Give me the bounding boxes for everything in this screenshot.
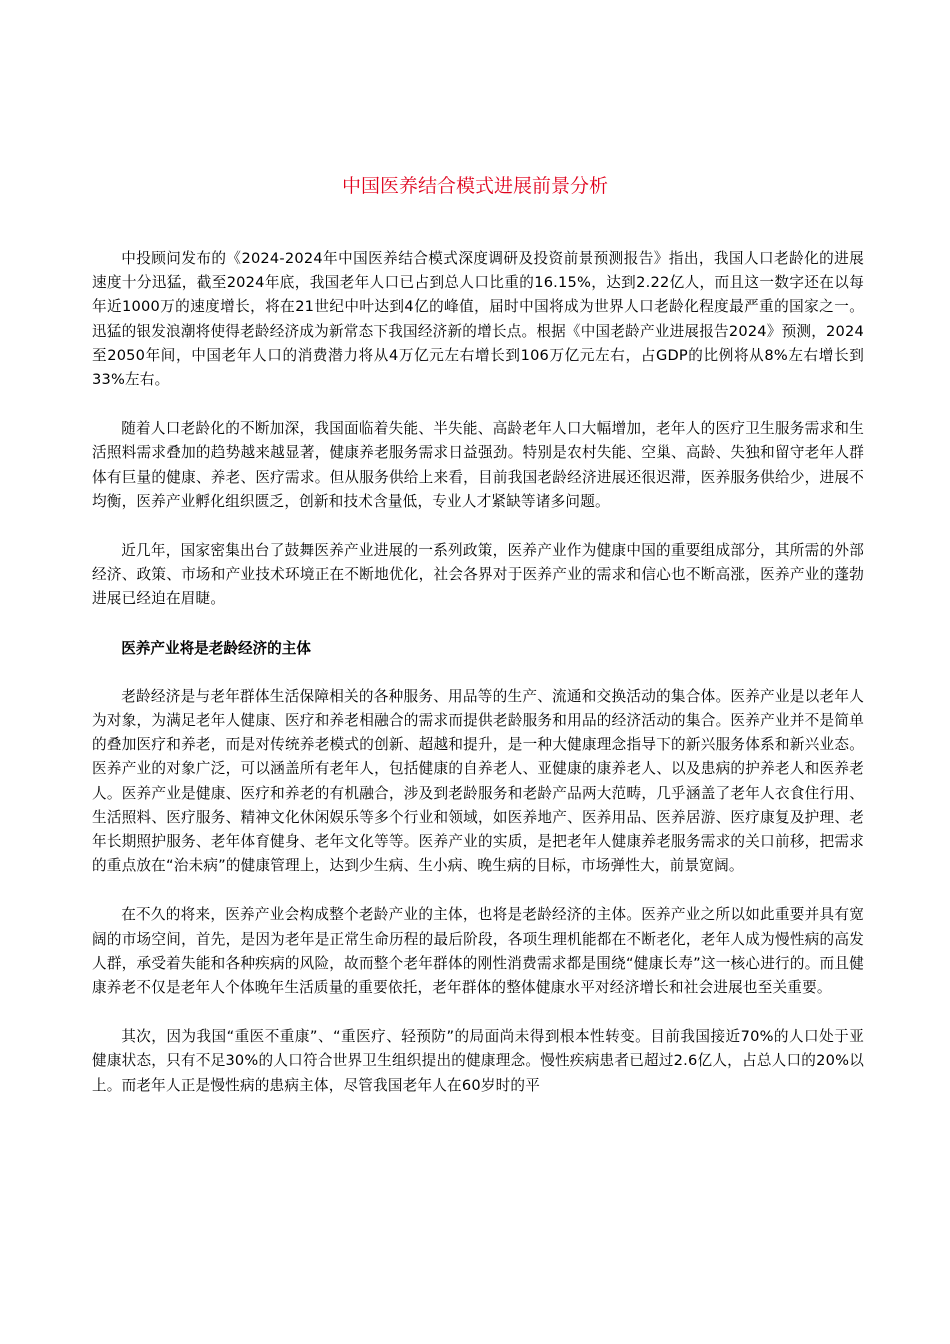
- paragraph-first-reason: 在不久的将来，医养产业会构成整个老龄产业的主体，也将是老龄经济的主体。医养产业之所以如此重要并具有宽阔的市场空间，首先，是因为老年是正常生命历程的最后阶段，各项生理机能都在不断老化，老年人成为慢性病的高发人群，承受着失能和各种疾病的风险，故而整个老年群体的刚性消费需求都是围绕“健康长寿”这一核心进行的。而且健康养老不仅是老年人个体晚年生活质量的重要依托，老年群体的整体健康水平对经济增长和社会进展也至关重要。: [92, 906, 864, 997]
- document-title: 中国医养结合模式进展前景分析: [341, 175, 608, 197]
- document-body: [92, 247, 864, 1123]
- paragraph-intro: 中投顾问发布的《2024-2024年中国医养结合模式深度调研及投资前景预测报告》指出，我国人口老龄化的进展速度十分迅猛，截至2024年底，我国老年人口已占到总人口比重的16.15%，达到2.22亿人，而且这一数字还在以每年近1000万的速度增长，将在21世纪中叶达到4亿的峰值，届时中国将成为世界人口老龄化程度最严重的国家之一。迅猛的银发浪潮将使得老龄经济成为新常态下我国经济新的增长点。根据《中国老龄产业进展报告2024》预测，2024至2050年间，中国老年人口的消费潜力将从4万亿元左右增长到106万亿元左右，占GDP的比例将从8%左右增长到33%左右。: [92, 250, 864, 389]
- section-heading: 医养产业将是老龄经济的主体: [121, 639, 311, 657]
- paragraph-demand: 随着人口老龄化的不断加深，我国面临着失能、半失能、高龄老年人口大幅增加，老年人的医疗卫生服务需求和生活照料需求叠加的趋势越来越显著，健康养老服务需求日益强劲。特别是农村失能、空巢、高龄、失独和留守老年人群体有巨量的健康、养老、医疗需求。但从服务供给上来看，目前我国老龄经济进展还很迟滞，医养服务供给少，进展不均衡，医养产业孵化组织匮乏，创新和技术含量低，专业人才紧缺等诸多问题。: [92, 420, 864, 510]
- paragraph-definition: 老龄经济是与老年群体生活保障相关的各种服务、用品等的生产、流通和交换活动的集合体。医养产业是以老年人为对象，为满足老年人健康、医疗和养老相融合的需求而提供老龄服务和用品的经济活动的集合。医养产业并不是简单的叠加医疗和养老，而是对传统养老模式的创新、超越和提升，是一种大健康理念指导下的新兴服务体系和新兴业态。医养产业的对象广泛，可以涵盖所有老年人，包括健康的自养老人、亚健康的康养老人、以及患病的护养老人和医养老人。医养产业是健康、医疗和养老的有机融合，涉及到老龄服务和老龄产品两大范畴，几乎涵盖了老年人衣食住行用、生活照料、医疗服务、精神文化休闲娱乐等多个行业和领域，如医养地产、医养用品、医养居游、医疗康复及护理、老年长期照护服务、老年体育健身、老年文化等等。医养产业的实质，是把老年人健康养老服务需求的关口前移，把需求的重点放在“治未病”的健康管理上，达到少生病、生小病、晚生病的目标，市场弹性大，前景宽阔。: [92, 687, 864, 875]
- paragraph-policy: 近几年，国家密集出台了鼓舞医养产业进展的一系列政策，医养产业作为健康中国的重要组成部分，其所需的外部经济、政策、市场和产业技术环境正在不断地优化，社会各界对于医养产业的需求和信心也不断高涨，医养产业的蓬勃进展已经迫在眉睫。: [92, 542, 864, 608]
- paragraph-second-reason: 其次，因为我国“重医不重康”、“重医疗、轻预防”的局面尚未得到根本性转变。目前我国接近70%的人口处于亚健康状态，只有不足30%的人口符合世界卫生组织提出的健康理念。慢性疾病患者已超过2.6亿人，占总人口的20%以上。而老年人正是慢性病的患病主体，尽管我国老年人在60岁时的平: [92, 1028, 864, 1094]
